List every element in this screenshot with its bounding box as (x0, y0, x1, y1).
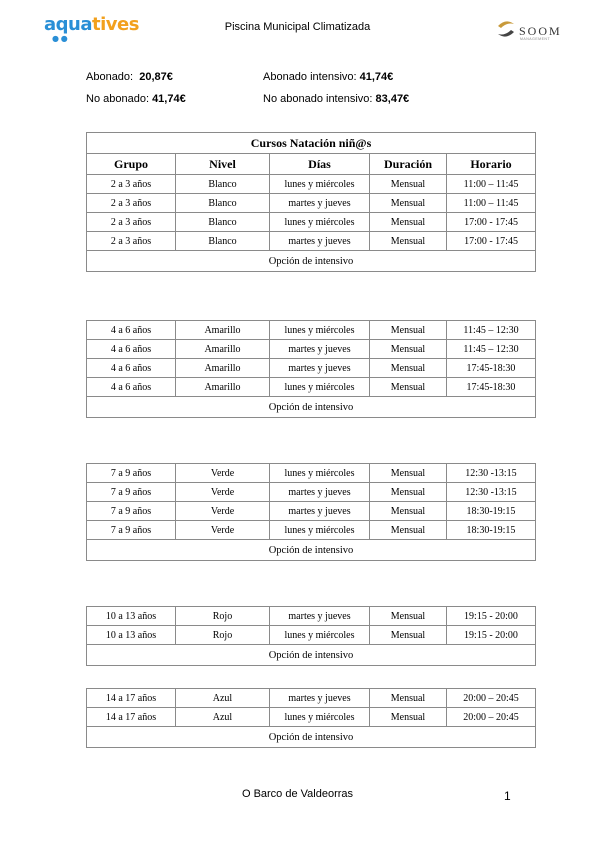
table-row (87, 502, 536, 521)
cell-dias: martes y jueves (270, 483, 370, 502)
page-number: 1 (504, 789, 511, 803)
schedule-table-block-3 (86, 463, 536, 561)
cell-dias: lunes y miércoles (270, 521, 370, 540)
cell-duracion: Mensual (370, 321, 447, 340)
cell-horario: 11:00 – 11:45 (447, 175, 536, 194)
cell-duracion: Mensual (370, 464, 447, 483)
soom-wordmark: SOOM (519, 24, 562, 38)
cell-grupo: 14 a 17 años (87, 689, 176, 708)
cell-nivel: Amarillo (176, 340, 270, 359)
cell-horario: 20:00 – 20:45 (447, 689, 536, 708)
cell-dias: martes y jueves (270, 689, 370, 708)
cell-horario: 11:45 – 12:30 (447, 340, 536, 359)
cell-horario: 12:30 -13:15 (447, 483, 536, 502)
cell-dias: martes y jueves (270, 340, 370, 359)
cell-grupo: 10 a 13 años (87, 626, 176, 645)
table-row (87, 321, 536, 340)
cell-horario: 17:00 - 17:45 (447, 213, 536, 232)
cell-dias: lunes y miércoles (270, 321, 370, 340)
column-header-horario: Horario (447, 154, 536, 175)
cell-grupo: 4 a 6 años (87, 359, 176, 378)
cell-dias: lunes y miércoles (270, 175, 370, 194)
cell-duracion: Mensual (370, 626, 447, 645)
cell-grupo: 7 a 9 años (87, 464, 176, 483)
column-header-nivel: Nivel (176, 154, 270, 175)
price-value: 41,74€ (359, 71, 394, 83)
cell-nivel: Azul (176, 708, 270, 727)
table-row (87, 340, 536, 359)
cell-dias: lunes y miércoles (270, 213, 370, 232)
price-value: 20,87€ (139, 71, 173, 83)
cell-grupo: 2 a 3 años (87, 194, 176, 213)
cell-horario: 11:00 – 11:45 (447, 194, 536, 213)
table-row (87, 483, 536, 502)
table-row (87, 232, 536, 251)
schedule-table-block-5 (86, 688, 536, 748)
table-row (87, 175, 536, 194)
cell-duracion: Mensual (370, 213, 447, 232)
cell-nivel: Amarillo (176, 378, 270, 397)
cell-horario: 18:30-19:15 (447, 502, 536, 521)
cell-dias: lunes y miércoles (270, 708, 370, 727)
cell-grupo: 4 a 6 años (87, 378, 176, 397)
cell-dias: martes y jueves (270, 194, 370, 213)
price-abonado-intensivo (263, 71, 393, 83)
cell-horario: 12:30 -13:15 (447, 464, 536, 483)
cell-nivel: Amarillo (176, 359, 270, 378)
cell-duracion: Mensual (370, 175, 447, 194)
table-row (87, 213, 536, 232)
cell-duracion: Mensual (370, 521, 447, 540)
cell-dias: lunes y miércoles (270, 378, 370, 397)
cell-nivel: Azul (176, 689, 270, 708)
cell-nivel: Blanco (176, 232, 270, 251)
schedule-table-block-4 (86, 606, 536, 666)
cell-dias: martes y jueves (270, 359, 370, 378)
logo-part-tives: tives (92, 14, 139, 35)
soom-logo (495, 18, 570, 46)
cell-horario: 17:45-18:30 (447, 378, 536, 397)
table-row (87, 689, 536, 708)
cell-dias: lunes y miércoles (270, 626, 370, 645)
cell-grupo: 2 a 3 años (87, 232, 176, 251)
soom-swirl-icon (495, 18, 517, 40)
intensive-option-row: Opción de intensivo (87, 645, 536, 666)
column-header-duracion: Duración (370, 154, 447, 175)
cell-duracion: Mensual (370, 483, 447, 502)
cell-dias: martes y jueves (270, 232, 370, 251)
column-header-dias: Días (270, 154, 370, 175)
cell-horario: 19:15 - 20:00 (447, 626, 536, 645)
cell-duracion: Mensual (370, 689, 447, 708)
schedule-table-block-2 (86, 320, 536, 418)
price-label: No abonado intensivo: (263, 93, 373, 105)
cell-nivel: Amarillo (176, 321, 270, 340)
cell-grupo: 2 a 3 años (87, 213, 176, 232)
price-abonado (86, 71, 173, 83)
table-row (87, 378, 536, 397)
price-value: 83,47€ (375, 93, 410, 105)
cell-horario: 19:15 - 20:00 (447, 607, 536, 626)
price-label: Abonado: (86, 71, 134, 83)
cell-nivel: Verde (176, 483, 270, 502)
cell-nivel: Verde (176, 464, 270, 483)
table-row (87, 359, 536, 378)
cell-grupo: 7 a 9 años (87, 521, 176, 540)
cell-duracion: Mensual (370, 378, 447, 397)
cell-nivel: Verde (176, 502, 270, 521)
cell-duracion: Mensual (370, 607, 447, 626)
cell-duracion: Mensual (370, 708, 447, 727)
cell-nivel: Rojo (176, 626, 270, 645)
table-row (87, 607, 536, 626)
cell-grupo: 14 a 17 años (87, 708, 176, 727)
table-row (87, 464, 536, 483)
cell-nivel: Rojo (176, 607, 270, 626)
table-title: Cursos Natación niñ@s (87, 133, 536, 154)
page-header-title: Piscina Municipal Climatizada (224, 21, 371, 33)
cell-duracion: Mensual (370, 194, 447, 213)
cell-grupo: 2 a 3 años (87, 175, 176, 194)
cell-duracion: Mensual (370, 232, 447, 251)
cell-duracion: Mensual (370, 340, 447, 359)
cell-grupo: 7 a 9 años (87, 483, 176, 502)
cell-grupo: 7 a 9 años (87, 502, 176, 521)
cell-dias: martes y jueves (270, 502, 370, 521)
cell-duracion: Mensual (370, 359, 447, 378)
table-row (87, 521, 536, 540)
water-drops-icon: ● ● (52, 34, 68, 43)
column-header-grupo: Grupo (87, 154, 176, 175)
cell-grupo: 4 a 6 años (87, 321, 176, 340)
cell-nivel: Blanco (176, 194, 270, 213)
schedule-table-block-1 (86, 132, 536, 272)
cell-horario: 11:45 – 12:30 (447, 321, 536, 340)
intensive-option-row: Opción de intensivo (87, 540, 536, 561)
cell-horario: 17:45-18:30 (447, 359, 536, 378)
price-no-abonado-intensivo (263, 93, 409, 105)
cell-dias: martes y jueves (270, 607, 370, 626)
price-no-abonado (86, 93, 186, 105)
cell-grupo: 10 a 13 años (87, 607, 176, 626)
soom-subtitle: MANAGEMENT (520, 37, 551, 41)
cell-nivel: Blanco (176, 175, 270, 194)
table-row (87, 626, 536, 645)
cell-horario: 18:30-19:15 (447, 521, 536, 540)
intensive-option-row: Opción de intensivo (87, 727, 536, 748)
logo-part-aqua: aqua (44, 14, 92, 35)
cell-dias: lunes y miércoles (270, 464, 370, 483)
footer-city: O Barco de Valdeorras (241, 788, 354, 800)
price-value: 41,74€ (152, 93, 186, 105)
intensive-option-row: Opción de intensivo (87, 397, 536, 418)
cell-grupo: 4 a 6 años (87, 340, 176, 359)
table-row (87, 708, 536, 727)
cell-duracion: Mensual (370, 502, 447, 521)
price-label: Abonado intensivo: (263, 71, 357, 83)
cell-nivel: Verde (176, 521, 270, 540)
cell-horario: 17:00 - 17:45 (447, 232, 536, 251)
price-label: No abonado: (86, 93, 149, 105)
cell-nivel: Blanco (176, 213, 270, 232)
intensive-option-row: Opción de intensivo (87, 251, 536, 272)
table-row (87, 194, 536, 213)
cell-horario: 20:00 – 20:45 (447, 708, 536, 727)
